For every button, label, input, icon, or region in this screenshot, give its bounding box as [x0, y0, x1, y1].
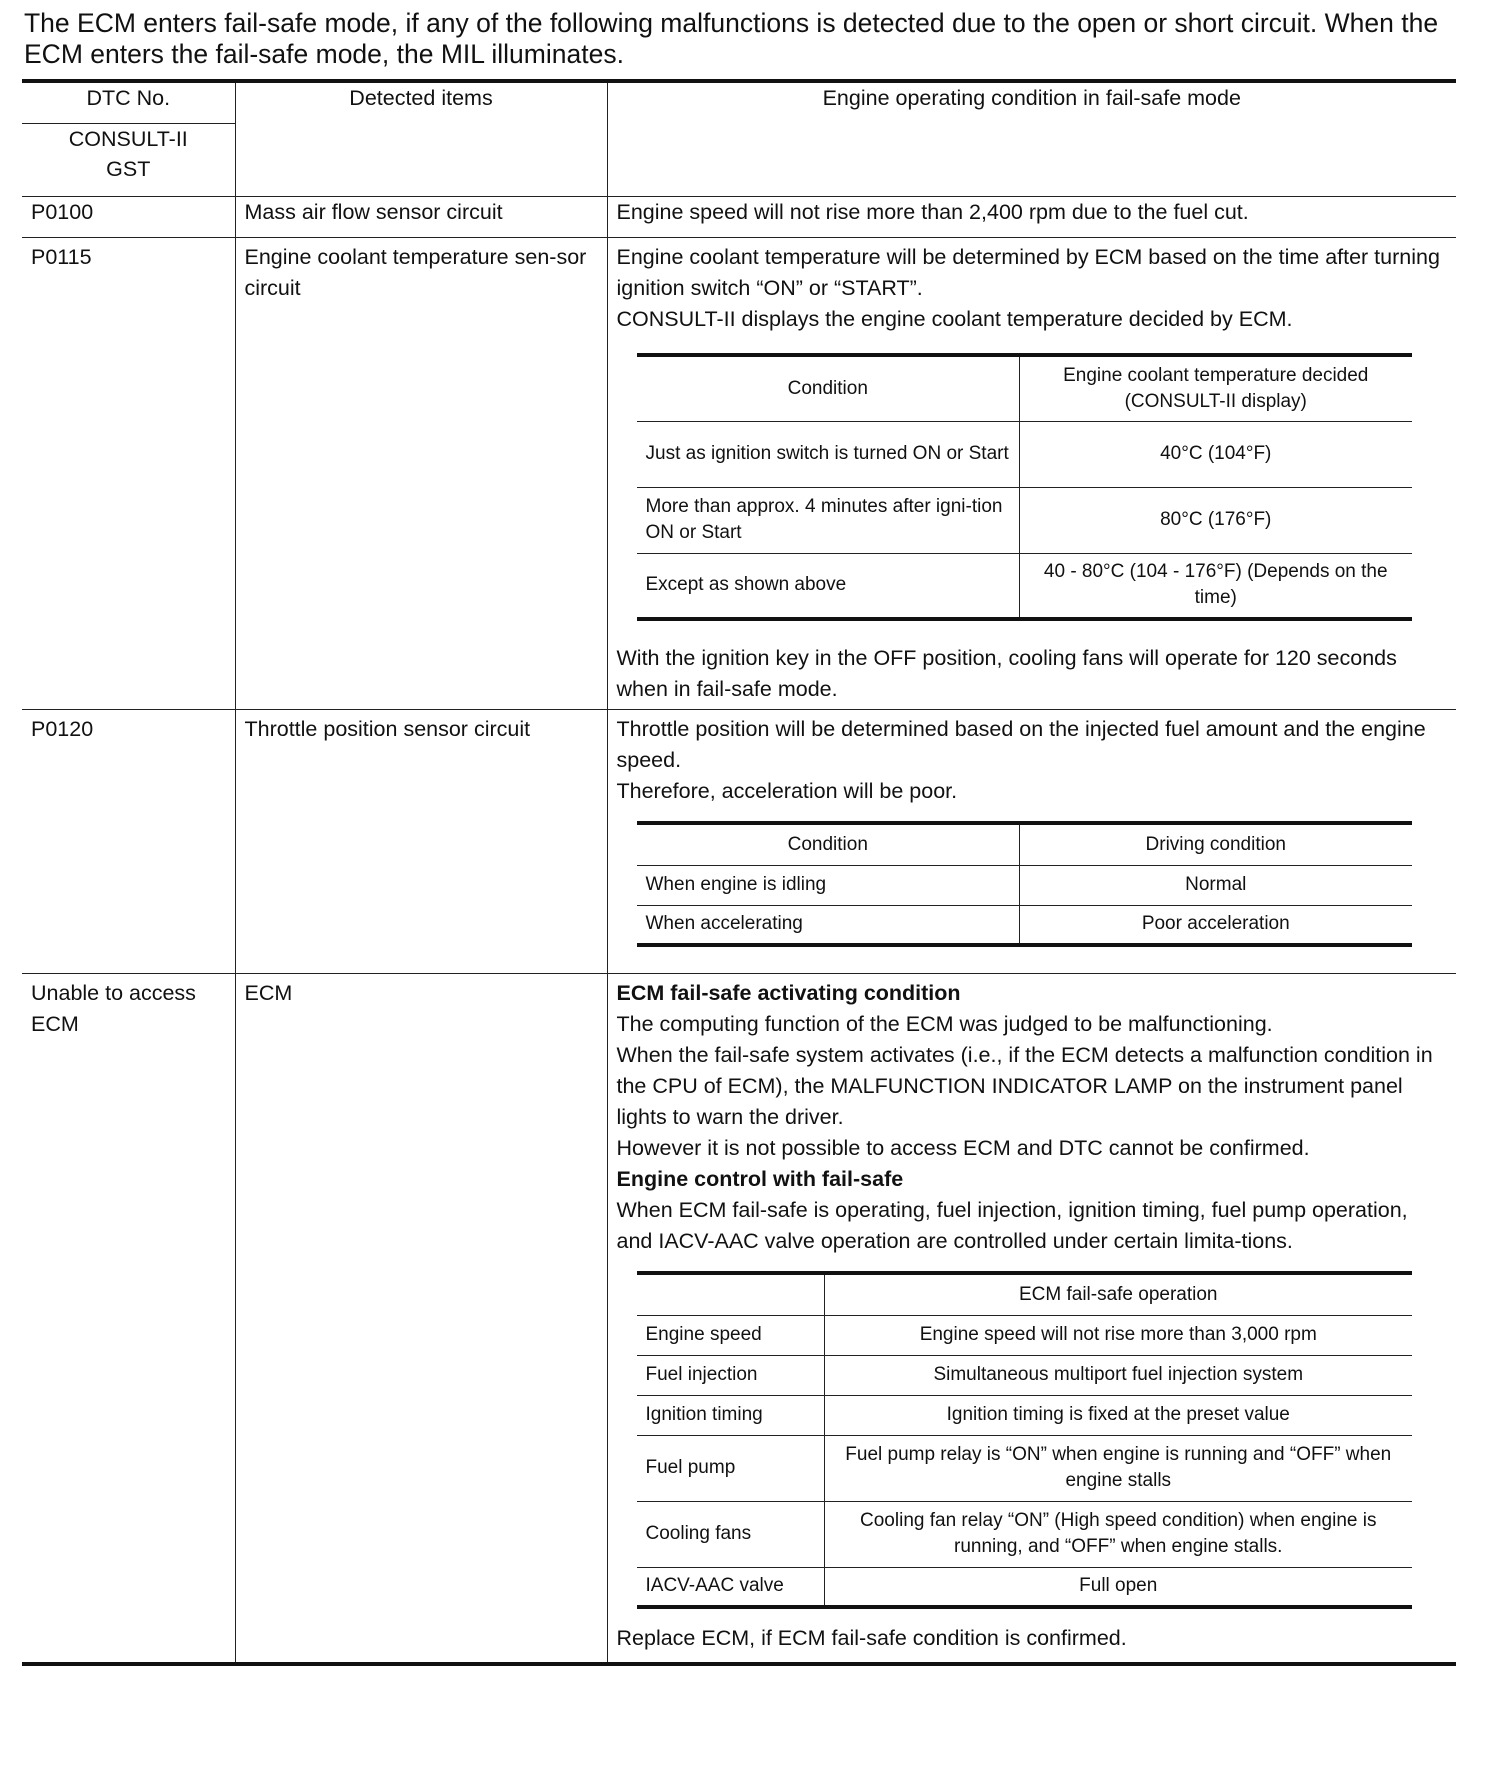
subtable-header: Condition — [637, 355, 1020, 421]
ecm-failsafe-subtable — [637, 1271, 1412, 1609]
subtable-value: Poor acceleration — [1020, 905, 1412, 945]
subtable-row — [637, 1355, 1412, 1395]
subtable-condition: Cooling fans — [637, 1501, 825, 1567]
subtable-value: Engine speed will not rise more than 3,000 rpm — [825, 1315, 1412, 1355]
subtable-row — [637, 1395, 1412, 1435]
condition-cell — [607, 238, 1456, 710]
subtable-condition: More than approx. 4 minutes after igni-tion ON or Start — [637, 487, 1020, 553]
header-detected-items: Detected items — [235, 81, 607, 197]
subtable-condition: IACV-AAC valve — [637, 1567, 825, 1607]
condition-paragraph: CONSULT-II displays the engine coolant temperature decided by ECM. — [616, 307, 1293, 331]
subtable-header: ECM fail-safe operation — [825, 1273, 1412, 1315]
subtable-value: 40°C (104°F) — [1020, 421, 1412, 487]
subtable-row — [637, 865, 1412, 905]
intro-text: The ECM enters fail-safe mode, if any of the following malfunctions is detected due to the open or short circuit. When the ECM enters the fail-safe mode, the MIL illuminates. — [24, 8, 1439, 69]
subtable-row — [637, 905, 1412, 945]
condition-paragraph: Replace ECM, if ECM fail-safe condition is confirmed. — [616, 1626, 1127, 1650]
condition-paragraph: With the ignition key in the OFF position, cooling fans will operate for 120 seconds when in fail-safe mode. — [616, 646, 1397, 701]
detected-item-cell: Engine coolant temperature sen-sor circuit — [235, 238, 607, 710]
detected-item-cell: ECM — [235, 974, 607, 1665]
condition-paragraph: The computing function of the ECM was judged to be malfunctioning. — [616, 1012, 1273, 1036]
condition-paragraph: When the fail-safe system activates (i.e., if the ECM detects a malfunction condition in the CPU of ECM), the MALFUNCTION INDICATOR LAMP on the instrument panel lights to warn the driver. — [616, 1043, 1433, 1129]
dtc-cell: P0115 — [22, 238, 235, 710]
header-gst: GST — [106, 157, 151, 181]
fail-safe-table — [22, 79, 1456, 1666]
table-row — [22, 974, 1456, 1665]
subtable-condition: Ignition timing — [637, 1395, 825, 1435]
header-consult-gst — [22, 124, 235, 197]
dtc-cell: P0100 — [22, 197, 235, 238]
header-engine-condition: Engine operating condition in fail-safe mode — [607, 81, 1456, 197]
subtable-condition: Just as ignition switch is turned ON or Start — [637, 421, 1020, 487]
subtable-condition: Fuel injection — [637, 1355, 825, 1395]
section-heading: ECM fail-safe activating condition — [616, 981, 961, 1005]
subtable-row — [637, 1315, 1412, 1355]
subtable-value: Ignition timing is fixed at the preset value — [825, 1395, 1412, 1435]
subtable-value: Simultaneous multiport fuel injection system — [825, 1355, 1412, 1395]
subtable-value: Cooling fan relay “ON” (High speed condition) when engine is running, and “OFF” when engine stalls. — [825, 1501, 1412, 1567]
subtable-header: Driving condition — [1020, 823, 1412, 865]
subtable-value: Normal — [1020, 865, 1412, 905]
subtable-row — [637, 1435, 1412, 1501]
table-row — [22, 197, 1456, 238]
condition-paragraph: When ECM fail-safe is operating, fuel injection, ignition timing, fuel pump operation, and IACV-AAC valve operation are controlled under certain limita-tions. — [616, 1198, 1408, 1253]
subtable-row — [637, 553, 1412, 619]
subtable-condition: When engine is idling — [637, 865, 1020, 905]
condition-paragraph: Engine coolant temperature will be determined by ECM based on the time after turning ignition switch “ON” or “START”. — [616, 245, 1440, 300]
condition-cell — [607, 710, 1456, 974]
condition-paragraph: Therefore, acceleration will be poor. — [616, 779, 958, 803]
detected-item-cell: Mass air flow sensor circuit — [235, 197, 607, 238]
throttle-subtable — [637, 821, 1412, 947]
condition-cell — [607, 974, 1456, 1665]
header-dtc-no: DTC No. — [22, 81, 235, 124]
subtable-value: Full open — [825, 1567, 1412, 1607]
section-heading: Engine control with fail-safe — [616, 1167, 904, 1191]
detected-item-cell: Throttle position sensor circuit — [235, 710, 607, 974]
condition-cell: Engine speed will not rise more than 2,400 rpm due to the fuel cut. — [607, 197, 1456, 238]
header-consult: CONSULT-II — [68, 127, 188, 151]
table-row — [22, 238, 1456, 710]
subtable-value: 40 - 80°C (104 - 176°F) (Depends on the time) — [1020, 553, 1412, 619]
subtable-row — [637, 487, 1412, 553]
subtable-header — [637, 1273, 825, 1315]
subtable-header: Condition — [637, 823, 1020, 865]
condition-paragraph: Throttle position will be determined based on the injected fuel amount and the engine speed. — [616, 717, 1426, 772]
subtable-condition: Except as shown above — [637, 553, 1020, 619]
subtable-row — [637, 1567, 1412, 1607]
subtable-header: Engine coolant temperature decided (CONSULT-II display) — [1020, 355, 1412, 421]
subtable-condition: Engine speed — [637, 1315, 825, 1355]
subtable-row — [637, 421, 1412, 487]
condition-paragraph: However it is not possible to access ECM and DTC cannot be confirmed. — [616, 1136, 1310, 1160]
subtable-value: 80°C (176°F) — [1020, 487, 1412, 553]
subtable-row — [637, 1501, 1412, 1567]
dtc-cell: P0120 — [22, 710, 235, 974]
subtable-value: Fuel pump relay is “ON” when engine is running and “OFF” when engine stalls — [825, 1435, 1412, 1501]
coolant-temp-subtable — [637, 353, 1412, 621]
subtable-condition: When accelerating — [637, 905, 1020, 945]
dtc-cell: Unable to access ECM — [22, 974, 235, 1665]
subtable-condition: Fuel pump — [637, 1435, 825, 1501]
table-row — [22, 710, 1456, 974]
